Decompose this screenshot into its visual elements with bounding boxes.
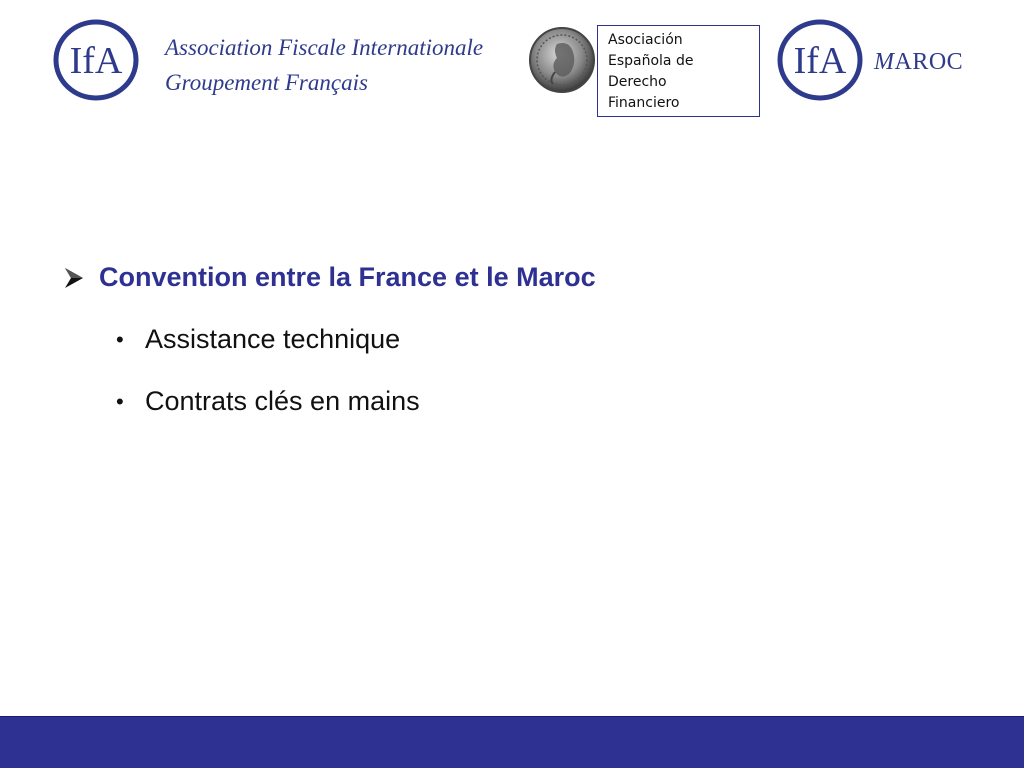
level1-item bbox=[63, 262, 596, 293]
maroc-rest: AROC bbox=[894, 49, 964, 75]
aedf-line-2: Española de bbox=[608, 53, 694, 69]
aedf-line-4: Financiero bbox=[608, 95, 680, 111]
maroc-initial: M bbox=[874, 49, 895, 75]
org-name bbox=[165, 30, 483, 100]
aedf-line-3: Derecho bbox=[608, 74, 667, 90]
svg-text:IfA: IfA bbox=[793, 40, 847, 82]
list-item bbox=[116, 386, 420, 417]
ifa-logo-icon bbox=[776, 18, 864, 102]
arrow-bullet-icon bbox=[63, 266, 85, 290]
list-item-text: Assistance technique bbox=[145, 324, 401, 354]
footer-bar bbox=[0, 716, 1024, 768]
list-item bbox=[116, 324, 400, 355]
aedf-logo-box bbox=[597, 25, 760, 117]
maroc-label bbox=[874, 49, 963, 76]
list-item-text: Contrats clés en mains bbox=[145, 386, 420, 416]
org-name-line2: Groupement Français bbox=[165, 70, 368, 95]
svg-text:IfA: IfA bbox=[69, 40, 123, 82]
bullet-dot-icon: • bbox=[116, 326, 124, 352]
aedf-line-1: Asociación bbox=[608, 32, 683, 48]
bullet-dot-icon: • bbox=[116, 388, 124, 414]
coin-medal-icon bbox=[527, 22, 597, 98]
level1-text: Convention entre la France et le Maroc bbox=[99, 262, 596, 292]
ifa-logo-icon bbox=[52, 18, 140, 102]
org-name-line1: Association Fiscale Internationale bbox=[165, 35, 484, 60]
